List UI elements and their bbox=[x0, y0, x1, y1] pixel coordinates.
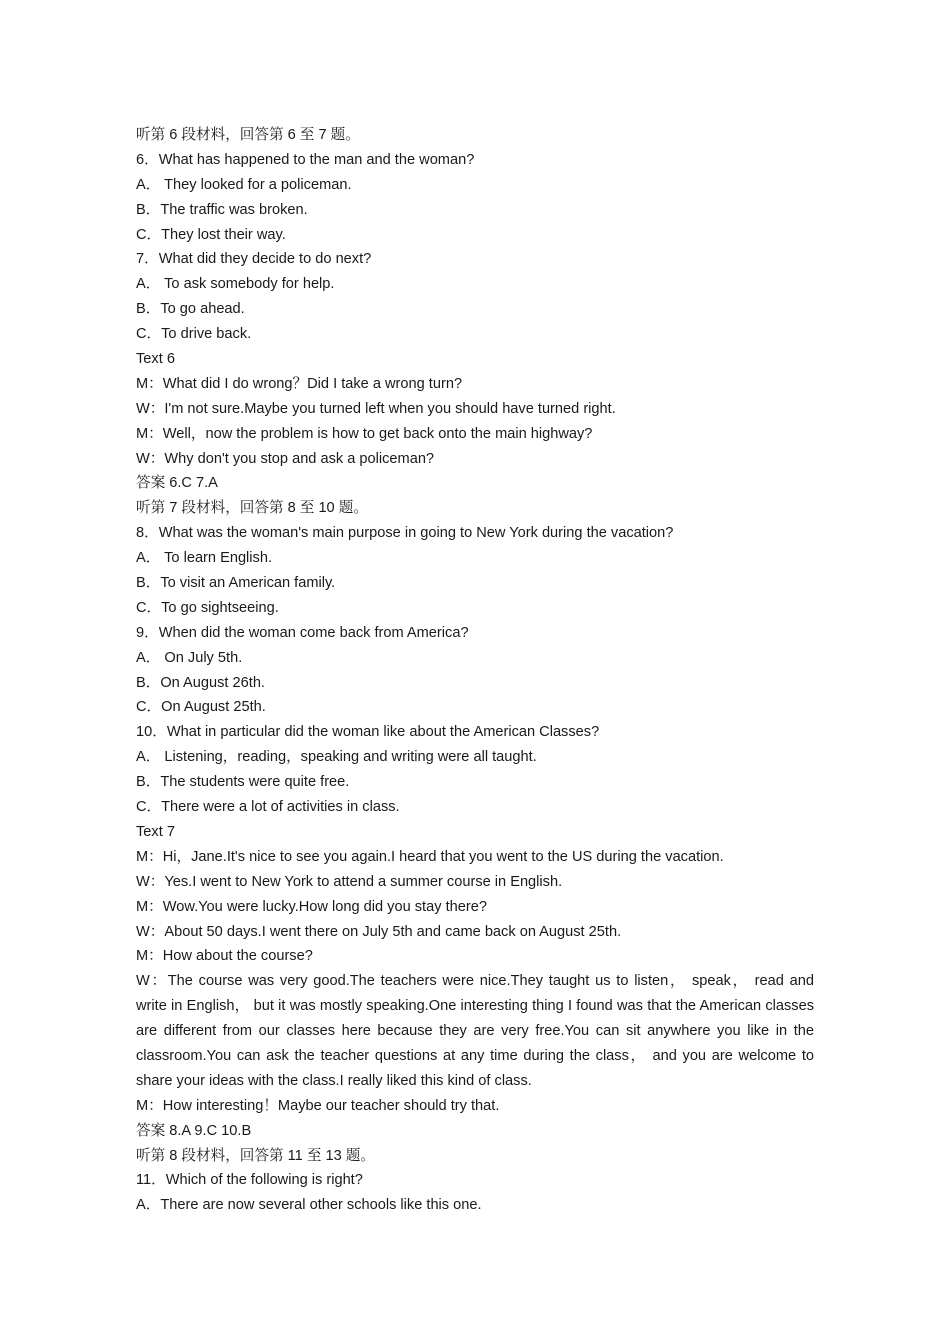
option-7b: B．To go ahead. bbox=[136, 301, 245, 318]
answer-key-6-7: 答案 6.C 7.A bbox=[136, 475, 218, 492]
document-page bbox=[136, 123, 814, 1218]
question-10: 10．What in particular did the woman like about the American Classes? bbox=[136, 724, 600, 741]
question-8: 8．What was the woman's main purpose in going to New York during the vacation? bbox=[136, 525, 674, 542]
option-9a: A． On July 5th. bbox=[136, 649, 243, 666]
option-11a: A．There are now several other schools like this one. bbox=[136, 1197, 482, 1214]
option-6a: A． They looked for a policeman. bbox=[136, 176, 352, 193]
answer-key-8-10: 答案 8.A 9.C 10.B bbox=[136, 1122, 252, 1139]
dialogue-line: M：How interesting！Maybe our teacher should try that. bbox=[136, 1097, 500, 1114]
question-9: 9．When did the woman come back from America? bbox=[136, 624, 469, 641]
dialogue-line: M：Hi，Jane.It's nice to see you again.I heard that you went to the US during the vacation. bbox=[136, 848, 724, 865]
section-heading-text8: 听第 8 段材料，回答第 11 至 13 题。 bbox=[136, 1147, 375, 1164]
dialogue-line: W：About 50 days.I went there on July 5th and came back on August 25th. bbox=[136, 923, 622, 940]
option-8c: C．To go sightseeing. bbox=[136, 599, 279, 616]
option-8a: A． To learn English. bbox=[136, 550, 273, 567]
dialogue-line: W：Why don't you stop and ask a policeman? bbox=[136, 450, 435, 467]
option-9c: C．On August 25th. bbox=[136, 699, 266, 716]
dialogue-line: M：Well，now the problem is how to get back onto the main highway? bbox=[136, 425, 593, 442]
option-10b: B．The students were quite free. bbox=[136, 774, 350, 791]
option-10c: C．There were a lot of activities in class. bbox=[136, 799, 400, 816]
option-7a: A． To ask somebody for help. bbox=[136, 276, 335, 293]
question-11: 11．Which of the following is right? bbox=[136, 1172, 363, 1189]
dialogue-line: M：How about the course? bbox=[136, 948, 313, 965]
transcript-title-text6: Text 6 bbox=[136, 351, 175, 368]
question-7: 7．What did they decide to do next? bbox=[136, 251, 372, 268]
dialogue-line: W：Yes.I went to New York to attend a summer course in English. bbox=[136, 873, 563, 890]
transcript-title-text7: Text 7 bbox=[136, 823, 175, 840]
question-6: 6．What has happened to the man and the woman? bbox=[136, 151, 475, 168]
option-10a: A． Listening，reading，speaking and writing were all taught. bbox=[136, 749, 537, 766]
option-8b: B．To visit an American family. bbox=[136, 575, 336, 592]
dialogue-paragraph: W：The course was very good.The teachers were nice.They taught us to listen， speak， read and write in English， but it was mostly speaking.One interesting thing I found was that the American classes are different from our classes here because they are very free.You can sit anywhere you like in the classroom.You can ask the teacher questions at any time during the class， and you are welcome to share your ideas with the class.I really liked this kind of class. bbox=[136, 973, 814, 1089]
dialogue-line: W：I'm not sure.Maybe you turned left when you should have turned right. bbox=[136, 400, 616, 417]
option-6b: B．The traffic was broken. bbox=[136, 201, 308, 218]
dialogue-line: M：What did I do wrong？Did I take a wrong turn? bbox=[136, 375, 463, 392]
section-heading-text6: 听第 6 段材料，回答第 6 至 7 题。 bbox=[136, 127, 360, 143]
dialogue-line: M：Wow.You were lucky.How long did you stay there? bbox=[136, 898, 487, 915]
section-heading-text7: 听第 7 段材料，回答第 8 至 10 题。 bbox=[136, 500, 368, 517]
option-6c: C．They lost their way. bbox=[136, 226, 286, 243]
option-7c: C．To drive back. bbox=[136, 326, 252, 343]
option-9b: B．On August 26th. bbox=[136, 674, 265, 691]
